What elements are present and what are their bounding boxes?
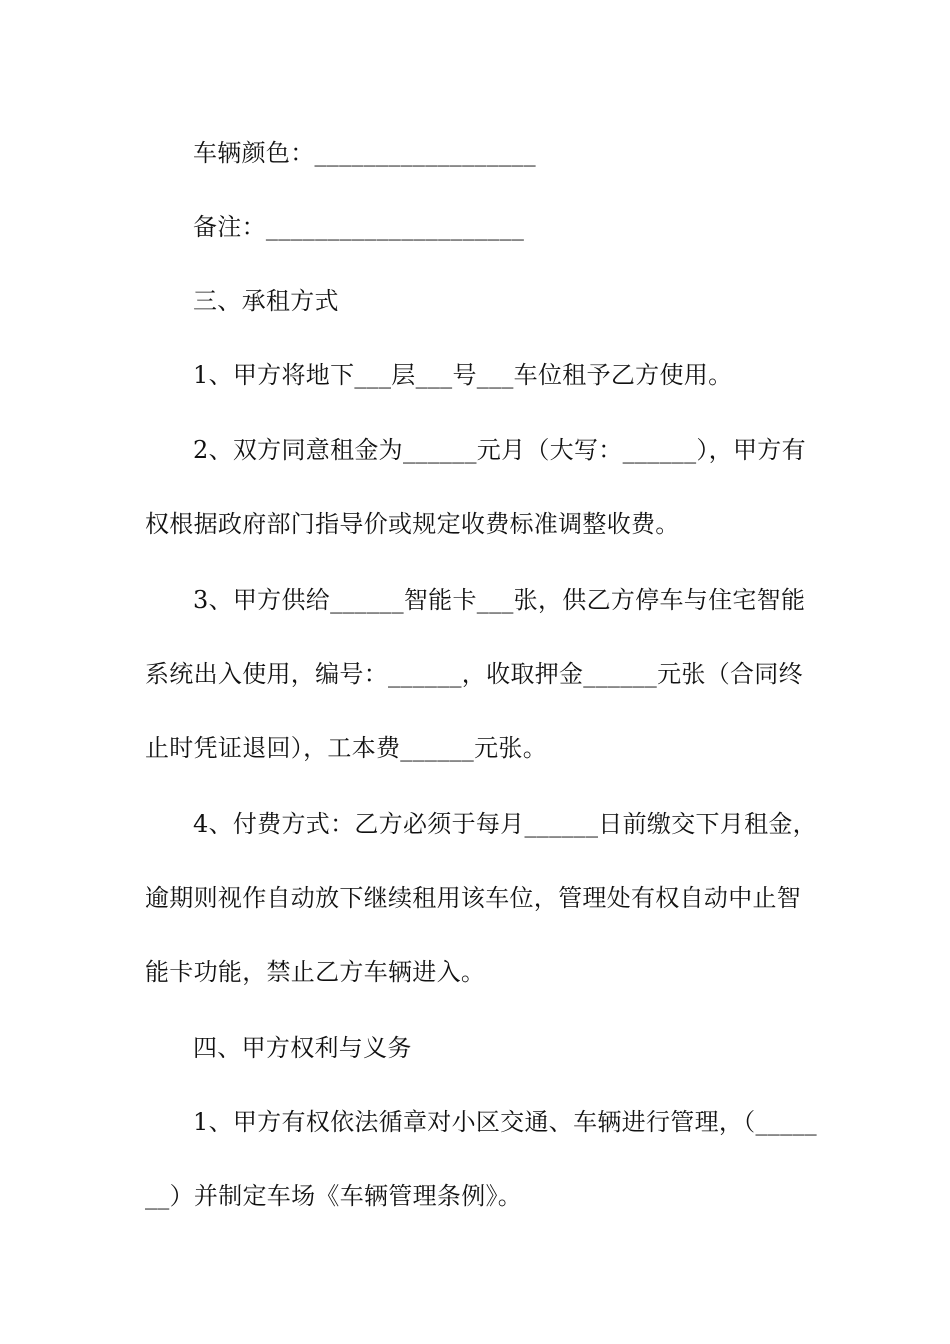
clause-3-2: 2、双方同意租金为______元月（大写：______），甲方有 <box>193 436 806 464</box>
clause-3-3-continued-1: 系统出入使用，编号：______，收取押金______元张（合同终 <box>145 660 803 688</box>
section-three-heading: 三、承租方式 <box>193 287 339 315</box>
clause-3-4-continued-2: 能卡功能，禁止乙方车辆进入。 <box>145 958 486 986</box>
vehicle-color-line: 车辆颜色：__________________ <box>193 139 536 167</box>
clause-3-3: 3、甲方供给______智能卡___张，供乙方停车与住宅智能 <box>193 586 806 614</box>
clause-3-4: 4、付费方式：乙方必须于每月______日前缴交下月租金， <box>193 810 817 838</box>
clause-3-3-continued-2: 止时凭证退回），工本费______元张。 <box>145 734 547 762</box>
clause-3-1: 1、甲方将地下___层___号___车位租予乙方使用。 <box>193 361 733 389</box>
clause-4-1: 1、甲方有权依法循章对小区交通、车辆进行管理，（_____ <box>193 1108 817 1136</box>
clause-4-1-continued: __）并制定车场《车辆管理条例》。 <box>145 1182 523 1210</box>
remarks-line: 备注：_____________________ <box>193 213 525 241</box>
clause-3-4-continued-1: 逾期则视作自动放下继续租用该车位，管理处有权自动中止智 <box>145 884 802 912</box>
section-four-heading: 四、甲方权利与义务 <box>193 1034 412 1062</box>
clause-3-2-continued: 权根据政府部门指导价或规定收费标准调整收费。 <box>145 510 680 538</box>
